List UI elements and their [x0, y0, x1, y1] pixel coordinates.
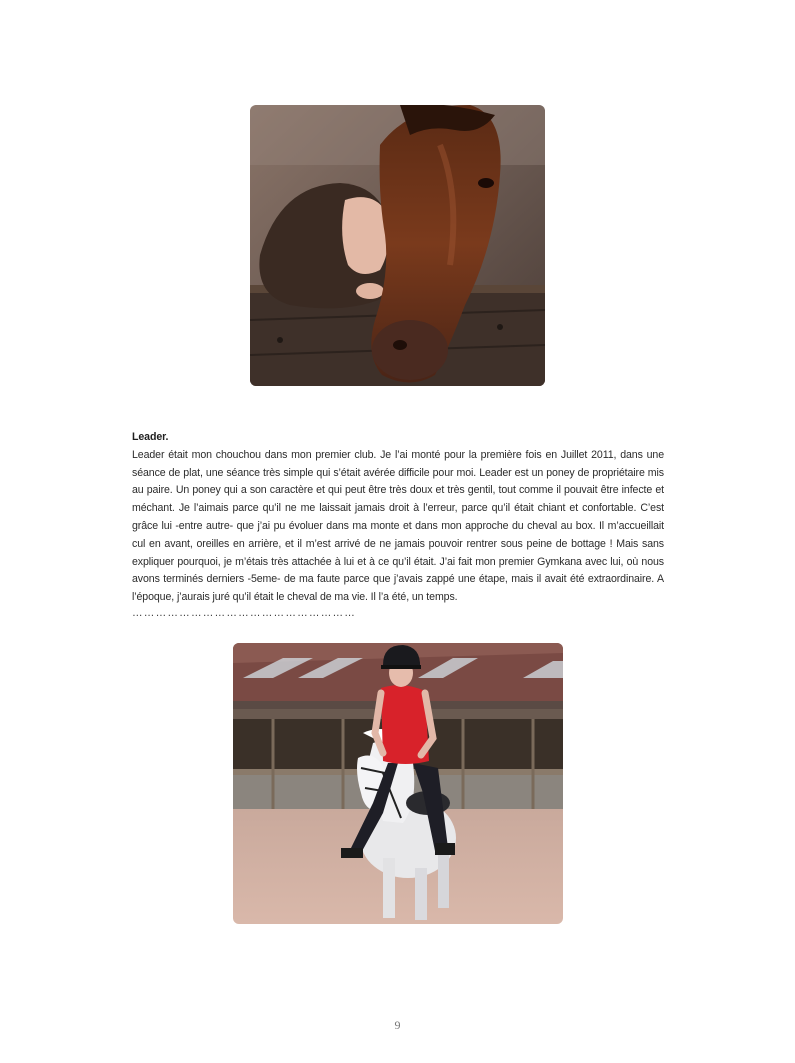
photo-girl-kissing-horse — [250, 105, 545, 386]
page-number: 9 — [394, 1018, 401, 1032]
section-heading: Leader. — [132, 431, 169, 443]
photo-rider-white-pony-image — [233, 643, 563, 924]
body-paragraph: Leader était mon chouchou dans mon premier club. Je l’ai monté pour la première fois en Juillet 2011, dans une séance de plat, une séance très simple qui s’était avérée difficile pour moi. Leader est un poney de propriétaire mis au paire. Un poney qui a son caractère et qui peut être très doux et très gentil, tout comme il pouvait être infecte et méchant. Je l’aimais parce qu’il ne me laissait jamais droit à l’erreur, parce qu’il était chiant et confortable. C’est grâce lui -entre autre- que j’ai pu évoluer dans ma monte et dans mon approche du cheval au box. Il m’accueillait cul en avant, oreilles en arrière, et il m’est arrivé de ne jamais pouvoir rentrer sous peine de bottage ! Mais sans expliquer pourquoi, je m’étais très attachée à lui et à ce qu’il était. J’ai fait mon premier Gymkana avec lui, où nous avons terminés derniers -5eme- de ma faute parce que j’avais zappé une étape, mais il avait été extraordinaire. A l’époque, j’aurais juré qu’il était le cheval de ma vie. Il l’a été, un temps. — [132, 448, 664, 604]
dotted-separator: ………………………………………………… — [132, 606, 357, 619]
photo-girl-kissing-horse-image — [250, 105, 545, 386]
photo-rider-white-pony — [233, 643, 563, 924]
text-block — [132, 429, 664, 619]
